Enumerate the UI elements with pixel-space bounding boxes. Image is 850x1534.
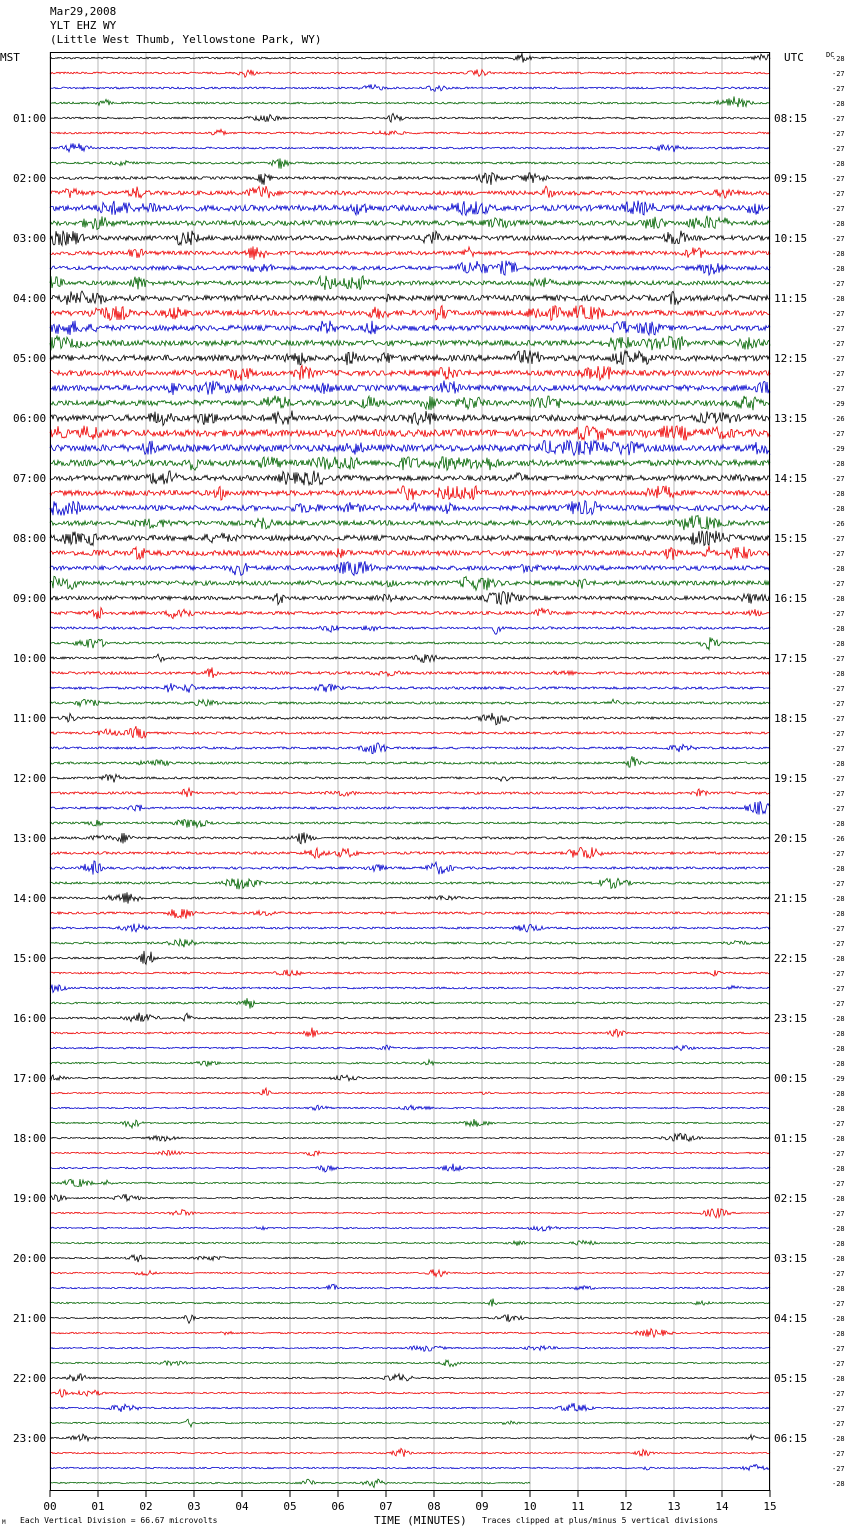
dc-offset-label: -27 (832, 1120, 845, 1128)
dc-offset-label: -27 (832, 475, 845, 483)
utc-hour-label: 12:15 (774, 352, 808, 365)
trace-black (50, 1255, 770, 1262)
dc-offset-label: -27 (832, 1465, 845, 1473)
utc-hour-label: 03:15 (774, 1252, 808, 1265)
mst-hour-label: 18:00 (13, 1132, 47, 1145)
trace-red (50, 366, 770, 381)
dc-offset-label: -27 (832, 85, 845, 93)
dc-offset-label: -28 (832, 670, 845, 678)
mst-hour-label: 23:00 (13, 1432, 47, 1445)
trace-red (50, 1088, 770, 1095)
trace-black (50, 592, 770, 605)
utc-hour-label: 00:15 (774, 1072, 808, 1085)
x-tick-label: 07 (379, 1500, 393, 1513)
trace-red (50, 246, 770, 259)
plot-date: Mar29,2008 (50, 5, 117, 18)
dc-offset-label: -28 (832, 640, 845, 648)
x-tick-label: 05 (283, 1500, 297, 1513)
utc-hour-label: 06:15 (774, 1432, 808, 1445)
trace-red (50, 847, 770, 858)
dc-offset-label: -27 (832, 700, 845, 708)
dc-offset-label: -28 (832, 1435, 845, 1443)
trace-blue (50, 201, 770, 216)
utc-hour-label: 18:15 (774, 712, 808, 725)
trace-black (50, 951, 770, 964)
trace-green (50, 1179, 770, 1187)
x-tick-label: 09 (475, 1500, 489, 1513)
x-axis-label: TIME (MINUTES) (374, 1514, 467, 1527)
trace-black (50, 1075, 770, 1081)
trace-red (50, 1390, 770, 1398)
dc-offset-label: -27 (832, 745, 845, 753)
dc-offset-label: -28 (832, 1225, 845, 1233)
dc-offset-label: -27 (832, 970, 845, 978)
dc-offset-label: -27 (832, 1300, 845, 1308)
trace-black (50, 1374, 770, 1382)
trace-green (50, 216, 770, 230)
dc-offset-label: -27 (832, 1345, 845, 1353)
dc-offset-label: -28 (832, 1330, 845, 1338)
dc-offset-label: -27 (832, 850, 845, 858)
utc-zone-label: UTC (784, 51, 804, 64)
dc-offset-label: -28 (832, 460, 845, 468)
trace-black (50, 1013, 770, 1022)
dc-offset-label: -28 (832, 100, 845, 108)
dc-offset-label: -27 (832, 1405, 845, 1413)
dc-offset-label: -28 (832, 955, 845, 963)
mst-hour-label: 10:00 (13, 652, 47, 665)
trace-blue (50, 683, 770, 693)
x-tick-label: 08 (427, 1500, 441, 1513)
trace-blue (50, 1045, 770, 1051)
utc-hour-label: 21:15 (774, 892, 808, 905)
mst-hour-label: 15:00 (13, 952, 47, 965)
trace-red (50, 186, 770, 198)
dc-label: DC (826, 51, 835, 59)
dc-offset-label: -27 (832, 1210, 845, 1218)
mst-hour-label: 05:00 (13, 352, 47, 365)
utc-hour-label: 01:15 (774, 1132, 808, 1145)
dc-offset-label: -27 (832, 310, 845, 318)
trace-red (50, 546, 770, 560)
trace-blue (50, 1346, 770, 1351)
trace-blue (50, 84, 770, 91)
utc-hour-label: 05:15 (774, 1372, 808, 1385)
dc-offset-label: -28 (832, 625, 845, 633)
utc-hour-label: 08:15 (774, 112, 808, 125)
trace-blue (50, 801, 770, 814)
mst-hour-label: 13:00 (13, 832, 47, 845)
dc-offset-label: -29 (832, 400, 845, 408)
trace-green (50, 1240, 770, 1245)
dc-offset-label: -28 (832, 160, 845, 168)
trace-black (50, 1133, 770, 1141)
dc-offset-label: -28 (832, 1240, 845, 1248)
trace-green (50, 820, 770, 828)
trace-blue (50, 1465, 770, 1471)
dc-offset-label: -27 (832, 175, 845, 183)
dc-offset-label: -28 (832, 250, 845, 258)
trace-red (50, 1208, 770, 1218)
x-tick-label: 03 (187, 1500, 201, 1513)
mst-hour-label: 16:00 (13, 1012, 47, 1025)
x-tick-label: 13 (667, 1500, 681, 1513)
trace-green (50, 1299, 770, 1307)
mst-hour-label: 02:00 (13, 172, 47, 185)
dc-offset-label: -27 (832, 430, 845, 438)
dc-offset-label: -28 (832, 820, 845, 828)
mst-hour-label: 08:00 (13, 532, 47, 545)
trace-blue (50, 1105, 770, 1110)
trace-blue (50, 441, 770, 456)
dc-offset-label: -28 (832, 490, 845, 498)
x-tick-label: 15 (763, 1500, 777, 1513)
trace-blue (50, 861, 770, 875)
dc-offset-label: -27 (832, 130, 845, 138)
trace-black (50, 713, 770, 725)
trace-green (50, 699, 770, 706)
trace-blue (50, 1284, 770, 1290)
trace-black (50, 411, 770, 426)
trace-green (50, 96, 770, 107)
utc-hour-label: 17:15 (774, 652, 808, 665)
mst-hour-label: 04:00 (13, 292, 47, 305)
trace-black (50, 892, 770, 903)
dc-offset-label: -28 (832, 1105, 845, 1113)
trace-black (50, 231, 770, 246)
trace-red (50, 970, 770, 976)
trace-green (50, 396, 770, 411)
dc-offset-label: -27 (832, 610, 845, 618)
trace-green (50, 276, 770, 290)
station-location: (Little West Thumb, Yellowstone Park, WY) (50, 33, 322, 46)
trace-green (50, 878, 770, 889)
trace-red (50, 1448, 770, 1456)
dc-offset-label: -27 (832, 370, 845, 378)
dc-offset-label: -27 (832, 1150, 845, 1158)
dc-offset-label: -27 (832, 805, 845, 813)
trace-blue (50, 501, 770, 516)
mst-hour-label: 14:00 (13, 892, 47, 905)
trace-blue (50, 261, 770, 276)
mst-hour-label: 12:00 (13, 772, 47, 785)
trace-red (50, 1329, 770, 1338)
mst-hour-label: 21:00 (13, 1312, 47, 1325)
dc-offset-label: -27 (832, 715, 845, 723)
trace-green (50, 1119, 770, 1128)
station-code: YLT EHZ WY (50, 19, 117, 32)
axis-labels (0, 51, 845, 1527)
mst-hour-label: 17:00 (13, 1072, 47, 1085)
dc-offset-label: -27 (832, 925, 845, 933)
dc-offset-label: -27 (832, 1270, 845, 1278)
dc-offset-label: -27 (832, 775, 845, 783)
mst-hour-label: 07:00 (13, 472, 47, 485)
dc-offset-label: -27 (832, 385, 845, 393)
x-tick-label: 10 (523, 1500, 537, 1513)
dc-offset-label: -27 (832, 280, 845, 288)
dc-offset-label: -27 (832, 325, 845, 333)
dc-offset-label: -27 (832, 985, 845, 993)
utc-hour-label: 23:15 (774, 1012, 808, 1025)
trace-green (50, 158, 770, 168)
trace-green (50, 576, 770, 590)
trace-blue (50, 381, 770, 395)
utc-hour-label: 13:15 (774, 412, 808, 425)
utc-hour-label: 19:15 (774, 772, 808, 785)
trace-red (50, 667, 770, 678)
mst-hour-label: 22:00 (13, 1372, 47, 1385)
dc-offset-label: -28 (832, 1165, 845, 1173)
mst-hour-label: 06:00 (13, 412, 47, 425)
trace-green (50, 1419, 770, 1427)
x-tick-label: 12 (619, 1500, 633, 1513)
trace-black (50, 351, 770, 366)
x-tick-label: 01 (91, 1500, 105, 1513)
dc-offset-label: -27 (832, 655, 845, 663)
trace-black (50, 531, 770, 546)
dc-offset-label: -28 (832, 1375, 845, 1383)
dc-offset-label: -27 (832, 730, 845, 738)
trace-group (50, 53, 770, 1488)
dc-offset-label: -28 (832, 1195, 845, 1203)
dc-offset-label: -27 (832, 1450, 845, 1458)
dc-offset-label: -28 (832, 895, 845, 903)
dc-offset-label: -27 (832, 880, 845, 888)
mst-hour-label: 19:00 (13, 1192, 47, 1205)
trace-red (50, 1028, 770, 1038)
utc-hour-label: 22:15 (774, 952, 808, 965)
trace-green (50, 637, 770, 649)
trace-black (50, 832, 770, 843)
trace-green (50, 516, 770, 531)
clip-note: Traces clipped at plus/minus 5 vertical divisions (482, 1516, 719, 1525)
trace-green (50, 1360, 770, 1367)
trace-green (50, 457, 770, 471)
utc-hour-label: 14:15 (774, 472, 808, 485)
dc-offset-label: -28 (832, 295, 845, 303)
dc-offset-label: -27 (832, 580, 845, 588)
trace-green (50, 1060, 770, 1067)
trace-black (50, 774, 770, 782)
utc-hour-label: 15:15 (774, 532, 808, 545)
trace-black (50, 291, 770, 305)
utc-hour-label: 16:15 (774, 592, 808, 605)
dc-offset-label: -27 (832, 550, 845, 558)
dc-offset-label: -27 (832, 1390, 845, 1398)
dc-offset-label: -28 (832, 55, 845, 63)
dc-offset-label: -27 (832, 340, 845, 348)
dc-offset-label: -28 (832, 1255, 845, 1263)
dc-offset-label: -27 (832, 1000, 845, 1008)
x-tick-label: 11 (571, 1500, 585, 1513)
utc-hour-label: 02:15 (774, 1192, 808, 1205)
x-tick-label: 02 (139, 1500, 153, 1513)
dc-offset-label: -28 (832, 220, 845, 228)
dc-offset-label: -28 (832, 505, 845, 513)
dc-offset-label: -27 (832, 1420, 845, 1428)
dc-offset-label: -29 (832, 445, 845, 453)
utc-hour-label: 04:15 (774, 1312, 808, 1325)
dc-offset-label: -27 (832, 535, 845, 543)
x-tick-label: 06 (331, 1500, 345, 1513)
dc-offset-label: -26 (832, 835, 845, 843)
dc-offset-label: -28 (832, 1135, 845, 1143)
dc-offset-label: -27 (832, 235, 845, 243)
dc-offset-label: -28 (832, 760, 845, 768)
dc-offset-label: -28 (832, 595, 845, 603)
dc-offset-label: -27 (832, 190, 845, 198)
trace-black (50, 1314, 770, 1323)
dc-offset-label: -28 (832, 865, 845, 873)
dc-offset-label: -29 (832, 1075, 845, 1083)
trace-blue (50, 143, 770, 152)
dc-offset-label: -28 (832, 1090, 845, 1098)
trace-blue (50, 1403, 770, 1412)
dc-offset-label: -28 (832, 1480, 845, 1488)
dc-offset-label: -27 (832, 115, 845, 123)
trace-red (50, 788, 770, 797)
corner-mark: M (2, 1519, 6, 1526)
mst-hour-label: 01:00 (13, 112, 47, 125)
dc-offset-label: -28 (832, 910, 845, 918)
dc-offset-label: -27 (832, 790, 845, 798)
trace-red (50, 1269, 770, 1276)
mst-hour-label: 03:00 (13, 232, 47, 245)
trace-red (50, 1150, 770, 1156)
dc-offset-label: -27 (832, 205, 845, 213)
trace-red (50, 909, 770, 919)
trace-red (50, 69, 770, 77)
trace-blue (50, 743, 770, 754)
trace-black (50, 173, 770, 185)
trace-red (50, 726, 770, 738)
trace-red (50, 486, 770, 500)
trace-black (50, 53, 770, 63)
utc-hour-label: 09:15 (774, 172, 808, 185)
mst-zone-label: MST (0, 51, 20, 64)
trace-blue (50, 1164, 770, 1172)
trace-blue (50, 321, 770, 335)
trace-black (50, 1434, 770, 1441)
dc-offset-label: -27 (832, 1180, 845, 1188)
dc-offset-label: -27 (832, 685, 845, 693)
utc-hour-label: 11:15 (774, 292, 808, 305)
dc-offset-label: -26 (832, 520, 845, 528)
dc-offset-label: -28 (832, 1030, 845, 1038)
x-tick-label: 00 (43, 1500, 57, 1513)
dc-offset-label: -28 (832, 1045, 845, 1053)
trace-black (50, 1194, 770, 1201)
trace-green (50, 939, 770, 947)
trace-green (50, 756, 770, 767)
dc-offset-label: -27 (832, 355, 845, 363)
trace-black (50, 113, 770, 122)
mst-hour-label: 11:00 (13, 712, 47, 725)
dc-offset-label: -27 (832, 1360, 845, 1368)
dc-offset-label: -26 (832, 415, 845, 423)
trace-blue (50, 626, 770, 635)
utc-hour-label: 20:15 (774, 832, 808, 845)
dc-offset-label: -28 (832, 265, 845, 273)
trace-red (50, 608, 770, 619)
dc-offset-label: -28 (832, 1015, 845, 1023)
scale-note: Each Vertical Division = 66.67 microvolts (20, 1516, 218, 1525)
dc-offset-label: -27 (832, 70, 845, 78)
trace-black (50, 471, 770, 486)
trace-black (50, 654, 770, 662)
trace-red (50, 306, 770, 321)
utc-hour-label: 10:15 (774, 232, 808, 245)
dc-offset-label: -28 (832, 1060, 845, 1068)
mst-hour-label: 09:00 (13, 592, 47, 605)
dc-offset-label: -28 (832, 1285, 845, 1293)
trace-blue (50, 561, 770, 575)
trace-green (50, 336, 770, 350)
dc-offset-label: -28 (832, 1315, 845, 1323)
trace-red (50, 426, 770, 441)
x-tick-label: 14 (715, 1500, 729, 1513)
trace-blue (50, 924, 770, 932)
dc-offset-label: -27 (832, 940, 845, 948)
mst-hour-label: 20:00 (13, 1252, 47, 1265)
trace-red (50, 129, 770, 135)
trace-blue (50, 1226, 770, 1231)
dc-offset-label: -27 (832, 145, 845, 153)
trace-blue (50, 985, 770, 993)
x-tick-label: 04 (235, 1500, 249, 1513)
trace-green (50, 998, 770, 1008)
dc-offset-label: -28 (832, 565, 845, 573)
